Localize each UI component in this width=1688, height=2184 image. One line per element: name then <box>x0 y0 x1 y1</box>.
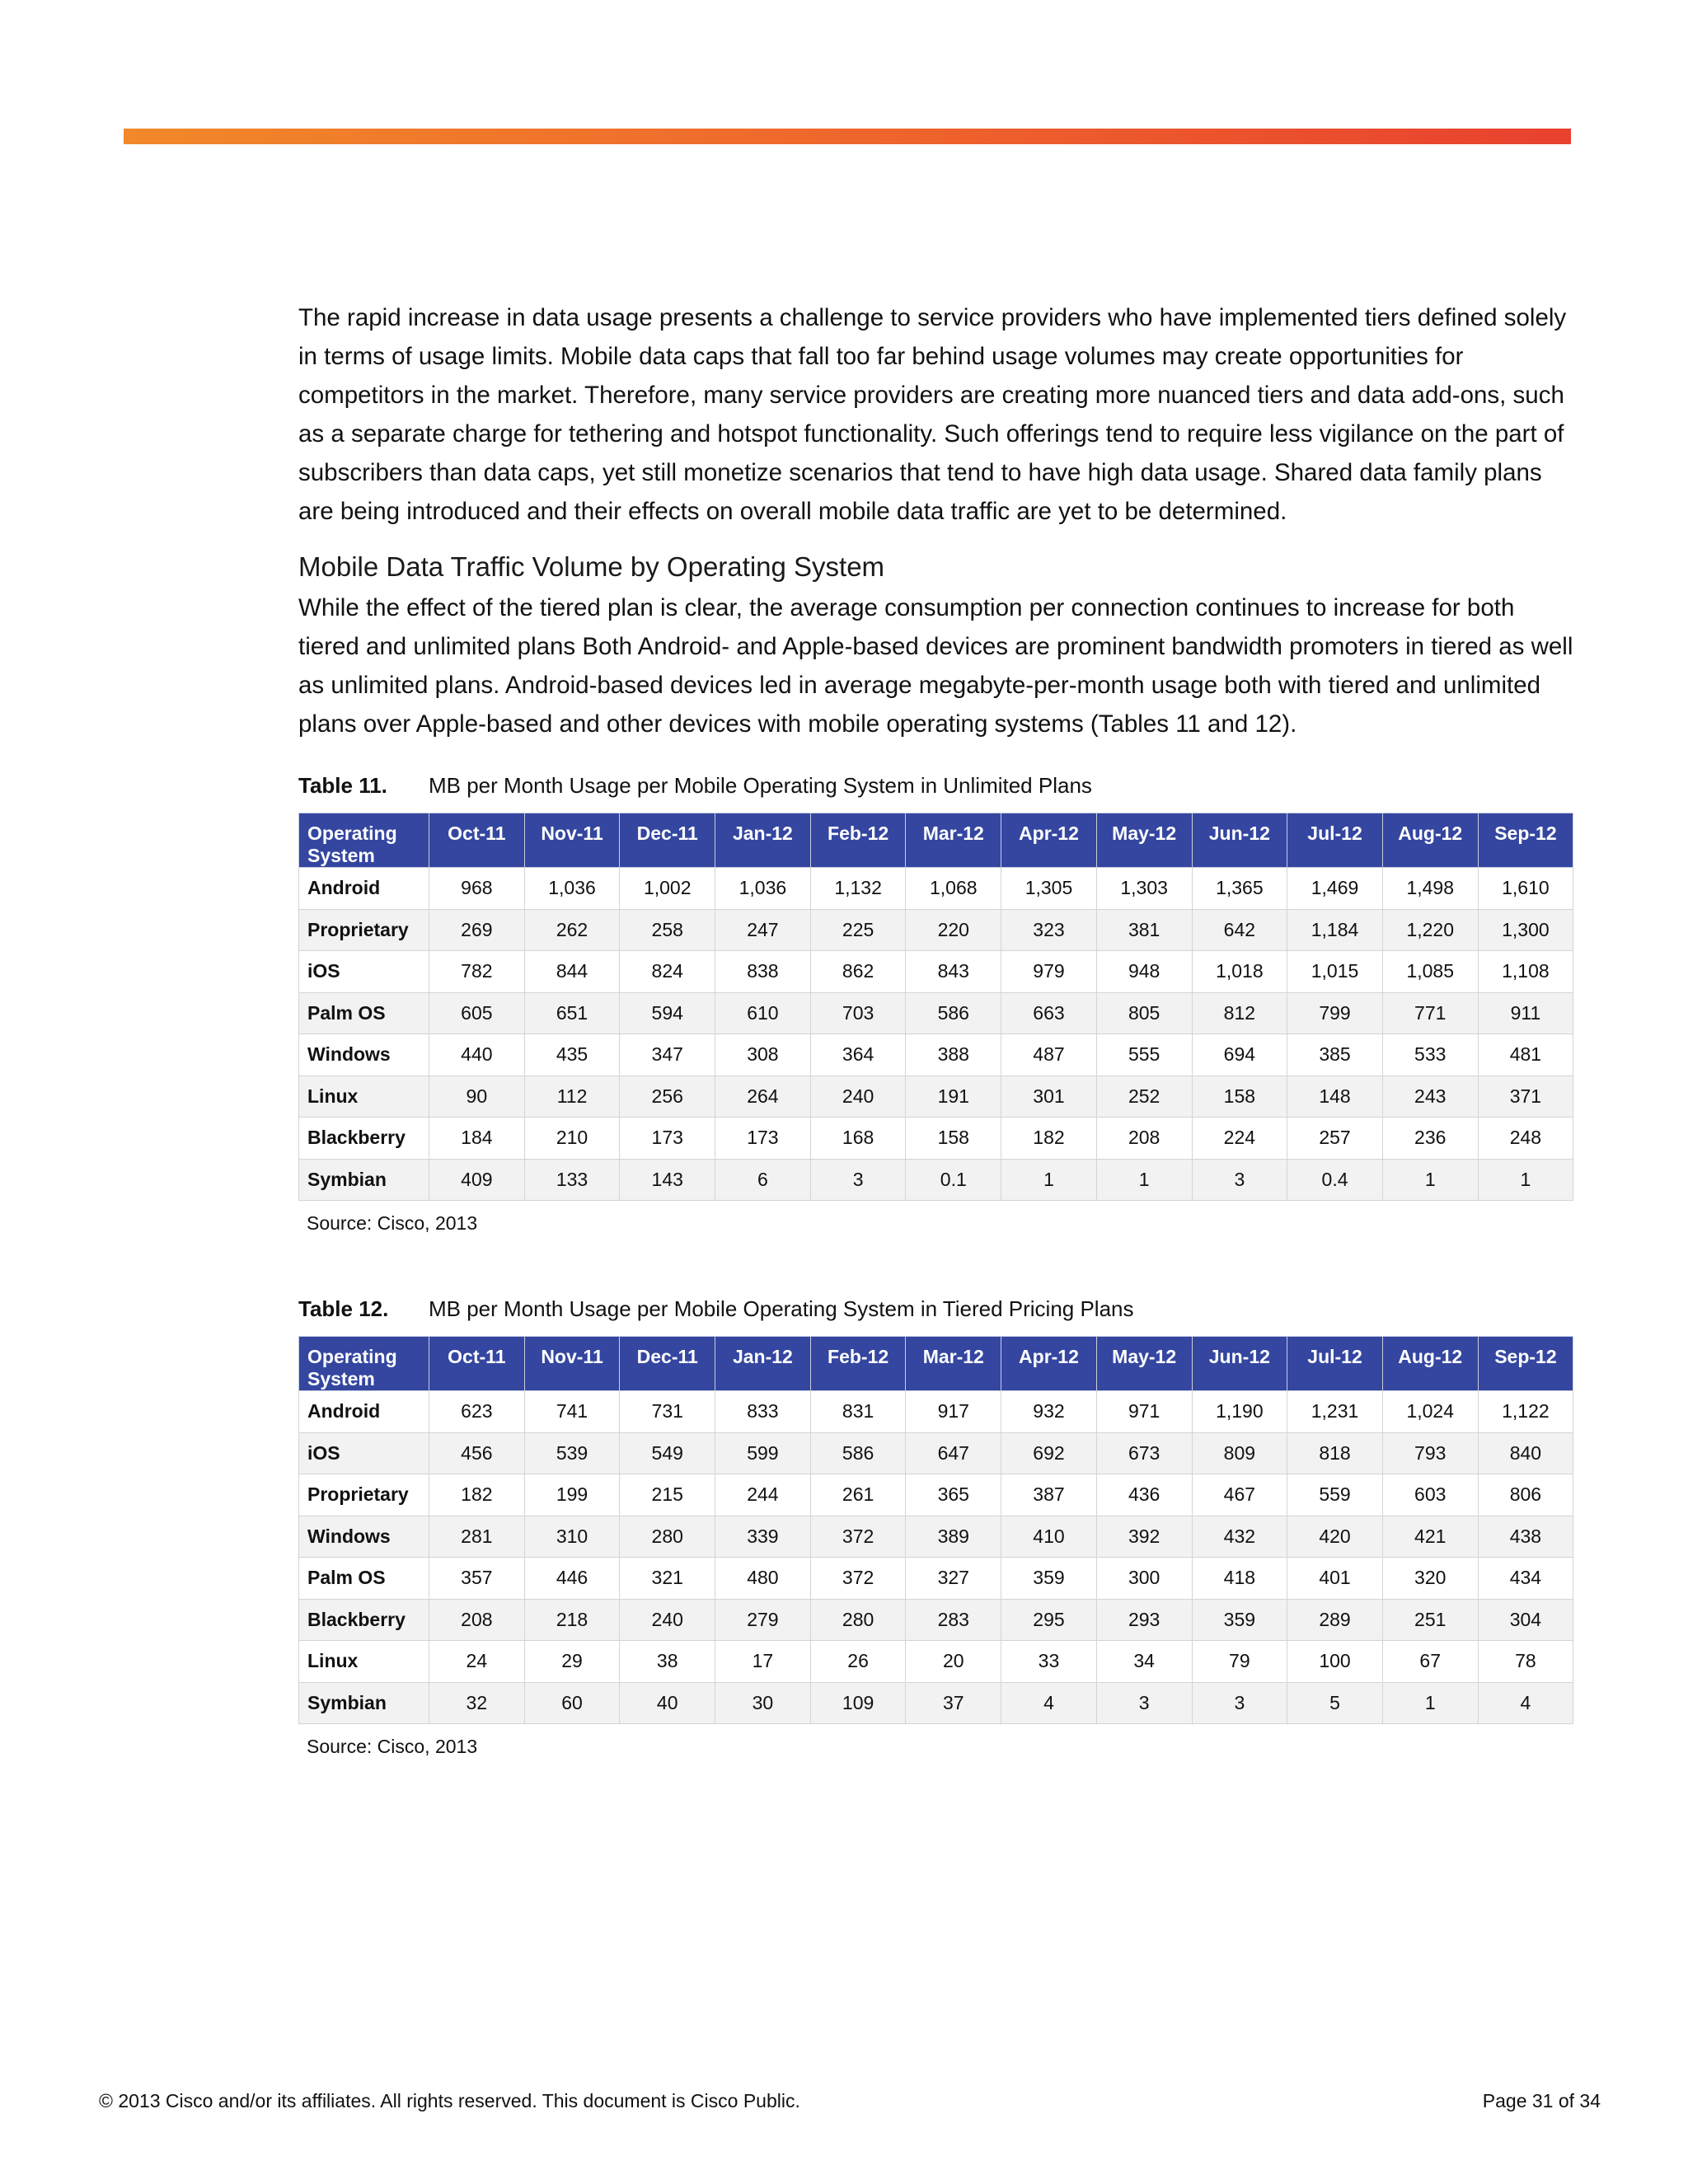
table-cell-value: 771 <box>1382 992 1478 1034</box>
table-cell-value: 741 <box>524 1391 620 1433</box>
table-cell-value: 1,132 <box>810 868 906 910</box>
table-cell-value: 603 <box>1382 1474 1478 1516</box>
table-cell-value: 1,122 <box>1478 1391 1573 1433</box>
column-header-month: Apr-12 <box>1001 813 1097 868</box>
row-label-operating-system: Linux <box>299 1641 429 1683</box>
table-cell-value: 3 <box>1192 1159 1287 1201</box>
table-cell-value: 843 <box>906 951 1001 993</box>
column-header-month: Apr-12 <box>1001 1337 1097 1391</box>
table-12-header <box>299 1337 1573 1391</box>
table-cell-value: 0.4 <box>1287 1159 1383 1201</box>
table-cell-value: 218 <box>524 1599 620 1641</box>
column-header-month: Aug-12 <box>1382 1337 1478 1391</box>
page-content <box>298 298 1574 1759</box>
table-cell-value: 158 <box>1192 1076 1287 1118</box>
table-cell-value: 1,108 <box>1478 951 1573 993</box>
table-cell-value: 158 <box>906 1118 1001 1160</box>
table-cell-value: 20 <box>906 1641 1001 1683</box>
column-header-month: Nov-11 <box>524 813 620 868</box>
table-11-title: MB per Month Usage per Mobile Operating System in Unlimited Plans <box>429 772 1092 798</box>
table-cell-value: 1,018 <box>1192 951 1287 993</box>
table-11-body <box>299 868 1573 1201</box>
table-cell-value: 262 <box>524 909 620 951</box>
table-cell-value: 605 <box>429 992 525 1034</box>
table-cell-value: 586 <box>906 992 1001 1034</box>
table-cell-value: 34 <box>1096 1641 1192 1683</box>
table-cell-value: 1,498 <box>1382 868 1478 910</box>
column-header-month: Oct-11 <box>429 1337 525 1391</box>
table-cell-value: 401 <box>1287 1558 1383 1600</box>
table-cell-value: 320 <box>1382 1558 1478 1600</box>
table-cell-value: 824 <box>620 951 715 993</box>
table-cell-value: 1,036 <box>524 868 620 910</box>
table-cell-value: 182 <box>1001 1118 1097 1160</box>
table-cell-value: 359 <box>1192 1599 1287 1641</box>
table-cell-value: 385 <box>1287 1034 1383 1076</box>
table-cell-value: 1,036 <box>715 868 811 910</box>
table-cell-value: 148 <box>1287 1076 1383 1118</box>
table-cell-value: 261 <box>810 1474 906 1516</box>
row-label-operating-system: Blackberry <box>299 1118 429 1160</box>
footer-page-number: Page 31 of 34 <box>1482 2090 1601 2111</box>
table-cell-value: 24 <box>429 1641 525 1683</box>
table-12-title: MB per Month Usage per Mobile Operating System in Tiered Pricing Plans <box>429 1296 1134 1321</box>
table-cell-value: 948 <box>1096 951 1192 993</box>
column-header-month: Mar-12 <box>906 813 1001 868</box>
table-cell-value: 173 <box>715 1118 811 1160</box>
table-row <box>299 1474 1573 1516</box>
column-header-month: Mar-12 <box>906 1337 1001 1391</box>
table-cell-value: 184 <box>429 1118 525 1160</box>
row-label-operating-system: Blackberry <box>299 1599 429 1641</box>
table-cell-value: 456 <box>429 1432 525 1474</box>
column-header-month: Feb-12 <box>810 1337 906 1391</box>
table-row <box>299 1432 1573 1474</box>
table-cell-value: 1,015 <box>1287 951 1383 993</box>
table-cell-value: 182 <box>429 1474 525 1516</box>
table-cell-value: 173 <box>620 1118 715 1160</box>
table-cell-value: 467 <box>1192 1474 1287 1516</box>
table-12-body <box>299 1391 1573 1724</box>
page-footer <box>99 2090 1601 2112</box>
table-cell-value: 799 <box>1287 992 1383 1034</box>
table-cell-value: 1,068 <box>906 868 1001 910</box>
table-row <box>299 1118 1573 1160</box>
table-cell-value: 409 <box>429 1159 525 1201</box>
table-cell-value: 487 <box>1001 1034 1097 1076</box>
table-cell-value: 610 <box>715 992 811 1034</box>
table-cell-value: 917 <box>906 1391 1001 1433</box>
table-cell-value: 1,231 <box>1287 1391 1383 1433</box>
table-cell-value: 440 <box>429 1034 525 1076</box>
table-row <box>299 1034 1573 1076</box>
table-row <box>299 1682 1573 1724</box>
table-cell-value: 244 <box>715 1474 811 1516</box>
table-cell-value: 968 <box>429 868 525 910</box>
column-header-month: Jun-12 <box>1192 813 1287 868</box>
table-row <box>299 1076 1573 1118</box>
table-cell-value: 168 <box>810 1118 906 1160</box>
table-cell-value: 387 <box>1001 1474 1097 1516</box>
table-cell-value: 280 <box>620 1516 715 1558</box>
table-cell-value: 436 <box>1096 1474 1192 1516</box>
table-cell-value: 1,184 <box>1287 909 1383 951</box>
table-cell-value: 1 <box>1096 1159 1192 1201</box>
row-label-operating-system: Windows <box>299 1516 429 1558</box>
header-accent-bar <box>124 129 1571 144</box>
table-cell-value: 1,220 <box>1382 909 1478 951</box>
table-cell-value: 862 <box>810 951 906 993</box>
table-cell-value: 642 <box>1192 909 1287 951</box>
column-header-month: Feb-12 <box>810 813 906 868</box>
table-cell-value: 389 <box>906 1516 1001 1558</box>
table-cell-value: 0.1 <box>906 1159 1001 1201</box>
column-header-month: Jan-12 <box>715 1337 811 1391</box>
table-cell-value: 304 <box>1478 1599 1573 1641</box>
table-cell-value: 300 <box>1096 1558 1192 1600</box>
row-label-operating-system: iOS <box>299 1432 429 1474</box>
table-cell-value: 432 <box>1192 1516 1287 1558</box>
table-cell-value: 323 <box>1001 909 1097 951</box>
table-cell-value: 979 <box>1001 951 1097 993</box>
table-cell-value: 33 <box>1001 1641 1097 1683</box>
table-cell-value: 806 <box>1478 1474 1573 1516</box>
table-12-number: Table 12. <box>298 1296 389 1321</box>
table-cell-value: 256 <box>620 1076 715 1118</box>
table-cell-value: 533 <box>1382 1034 1478 1076</box>
section-heading: Mobile Data Traffic Volume by Operating System <box>298 551 885 582</box>
table-cell-value: 225 <box>810 909 906 951</box>
row-label-operating-system: Linux <box>299 1076 429 1118</box>
table-row <box>299 1599 1573 1641</box>
table-row <box>299 868 1573 910</box>
table-cell-value: 420 <box>1287 1516 1383 1558</box>
table-cell-value: 79 <box>1192 1641 1287 1683</box>
table-cell-value: 388 <box>906 1034 1001 1076</box>
table-cell-value: 220 <box>906 909 1001 951</box>
row-label-operating-system: Symbian <box>299 1159 429 1201</box>
table-cell-value: 3 <box>1096 1682 1192 1724</box>
table-cell-value: 257 <box>1287 1118 1383 1160</box>
table-cell-value: 1,190 <box>1192 1391 1287 1433</box>
table-cell-value: 559 <box>1287 1474 1383 1516</box>
table-cell-value: 269 <box>429 909 525 951</box>
table-cell-value: 1 <box>1382 1159 1478 1201</box>
table-cell-value: 283 <box>906 1599 1001 1641</box>
table-cell-value: 264 <box>715 1076 811 1118</box>
column-header-month: Jun-12 <box>1192 1337 1287 1391</box>
table-cell-value: 731 <box>620 1391 715 1433</box>
table-cell-value: 29 <box>524 1641 620 1683</box>
table-cell-value: 310 <box>524 1516 620 1558</box>
table-11 <box>298 813 1573 1201</box>
table-cell-value: 199 <box>524 1474 620 1516</box>
column-header-month: Dec-11 <box>620 1337 715 1391</box>
table-row <box>299 1558 1573 1600</box>
table-cell-value: 673 <box>1096 1432 1192 1474</box>
column-header-month: May-12 <box>1096 1337 1192 1391</box>
table-cell-value: 932 <box>1001 1391 1097 1433</box>
row-label-operating-system: Windows <box>299 1034 429 1076</box>
table-cell-value: 372 <box>810 1558 906 1600</box>
footer-copyright: © 2013 Cisco and/or its affiliates. All rights reserved. This document is Cisco Public. <box>99 2090 800 2111</box>
table-cell-value: 357 <box>429 1558 525 1600</box>
table-cell-value: 327 <box>906 1558 1001 1600</box>
table-cell-value: 252 <box>1096 1076 1192 1118</box>
table-cell-value: 236 <box>1382 1118 1478 1160</box>
table-cell-value: 446 <box>524 1558 620 1600</box>
table-cell-value: 258 <box>620 909 715 951</box>
table-cell-value: 208 <box>1096 1118 1192 1160</box>
table-cell-value: 793 <box>1382 1432 1478 1474</box>
column-header-month: May-12 <box>1096 813 1192 868</box>
row-label-operating-system: Proprietary <box>299 909 429 951</box>
table-cell-value: 1,365 <box>1192 868 1287 910</box>
table-cell-value: 26 <box>810 1641 906 1683</box>
table-cell-value: 586 <box>810 1432 906 1474</box>
table-cell-value: 555 <box>1096 1034 1192 1076</box>
column-header-month: Nov-11 <box>524 1337 620 1391</box>
table-cell-value: 289 <box>1287 1599 1383 1641</box>
table-cell-value: 647 <box>906 1432 1001 1474</box>
row-label-operating-system: Palm OS <box>299 1558 429 1600</box>
table-cell-value: 224 <box>1192 1118 1287 1160</box>
table-cell-value: 392 <box>1096 1516 1192 1558</box>
table-cell-value: 694 <box>1192 1034 1287 1076</box>
table-cell-value: 833 <box>715 1391 811 1433</box>
table-cell-value: 240 <box>620 1599 715 1641</box>
table-cell-value: 381 <box>1096 909 1192 951</box>
table-cell-value: 703 <box>810 992 906 1034</box>
column-header-month: Jul-12 <box>1287 1337 1383 1391</box>
table-row <box>299 1516 1573 1558</box>
table-cell-value: 549 <box>620 1432 715 1474</box>
table-cell-value: 321 <box>620 1558 715 1600</box>
table-cell-value: 435 <box>524 1034 620 1076</box>
table-cell-value: 5 <box>1287 1682 1383 1724</box>
table-cell-value: 480 <box>715 1558 811 1600</box>
column-header-month: Jul-12 <box>1287 813 1383 868</box>
table-cell-value: 30 <box>715 1682 811 1724</box>
table-cell-value: 1,002 <box>620 868 715 910</box>
table-cell-value: 1,303 <box>1096 868 1192 910</box>
table-11-header <box>299 813 1573 868</box>
table-cell-value: 295 <box>1001 1599 1097 1641</box>
table-cell-value: 372 <box>810 1516 906 1558</box>
table-cell-value: 109 <box>810 1682 906 1724</box>
table-cell-value: 971 <box>1096 1391 1192 1433</box>
table-cell-value: 539 <box>524 1432 620 1474</box>
table-cell-value: 4 <box>1478 1682 1573 1724</box>
table-cell-value: 410 <box>1001 1516 1097 1558</box>
table-cell-value: 1,300 <box>1478 909 1573 951</box>
table-row <box>299 992 1573 1034</box>
column-header-operating-system: Operating System <box>299 813 429 868</box>
row-label-operating-system: iOS <box>299 951 429 993</box>
table-row <box>299 909 1573 951</box>
column-header-month: Jan-12 <box>715 813 811 868</box>
table-row <box>299 1391 1573 1433</box>
table-12-source: Source: Cisco, 2013 <box>307 1736 478 1757</box>
table-12 <box>298 1336 1573 1724</box>
table-cell-value: 805 <box>1096 992 1192 1034</box>
table-cell-value: 421 <box>1382 1516 1478 1558</box>
table-cell-value: 364 <box>810 1034 906 1076</box>
table-cell-value: 32 <box>429 1682 525 1724</box>
table-cell-value: 60 <box>524 1682 620 1724</box>
table-cell-value: 3 <box>810 1159 906 1201</box>
table-cell-value: 911 <box>1478 992 1573 1034</box>
table-cell-value: 812 <box>1192 992 1287 1034</box>
header-row <box>299 1337 1573 1391</box>
table-cell-value: 133 <box>524 1159 620 1201</box>
table-cell-value: 240 <box>810 1076 906 1118</box>
table-cell-value: 599 <box>715 1432 811 1474</box>
table-12-caption <box>298 1293 1574 1324</box>
table-cell-value: 1,024 <box>1382 1391 1478 1433</box>
table-cell-value: 40 <box>620 1682 715 1724</box>
table-cell-value: 4 <box>1001 1682 1097 1724</box>
table-cell-value: 191 <box>906 1076 1001 1118</box>
table-cell-value: 6 <box>715 1159 811 1201</box>
table-11-caption <box>298 770 1574 801</box>
table-cell-value: 112 <box>524 1076 620 1118</box>
body-paragraph-1: The rapid increase in data usage presents a challenge to service providers who have implemented tiers defined solely in terms of usage limits. Mobile data caps that fall too far behind usage volumes may create opportunities for competitors in the market. Therefore, many service providers are creating more nuanced tiers and data add-ons, such as a separate charge for tethering and hotspot functionality. Such offerings tend to require less vigilance on the part of subscribers than data caps, yet still monetize scenarios that tend to have high data usage. Shared data family plans are being introduced and their effects on overall mobile data traffic are yet to be determined. <box>298 304 1567 525</box>
table-cell-value: 17 <box>715 1641 811 1683</box>
table-cell-value: 248 <box>1478 1118 1573 1160</box>
row-label-operating-system: Palm OS <box>299 992 429 1034</box>
table-cell-value: 663 <box>1001 992 1097 1034</box>
table-cell-value: 365 <box>906 1474 1001 1516</box>
table-cell-value: 1,469 <box>1287 868 1383 910</box>
table-cell-value: 210 <box>524 1118 620 1160</box>
table-cell-value: 279 <box>715 1599 811 1641</box>
row-label-operating-system: Android <box>299 868 429 910</box>
table-cell-value: 481 <box>1478 1034 1573 1076</box>
table-row <box>299 1641 1573 1683</box>
table-cell-value: 1,610 <box>1478 868 1573 910</box>
table-cell-value: 359 <box>1001 1558 1097 1600</box>
table-cell-value: 208 <box>429 1599 525 1641</box>
table-cell-value: 371 <box>1478 1076 1573 1118</box>
table-11-number: Table 11. <box>298 772 387 798</box>
table-cell-value: 1,085 <box>1382 951 1478 993</box>
table-cell-value: 1 <box>1382 1682 1478 1724</box>
column-header-month: Sep-12 <box>1478 813 1573 868</box>
table-cell-value: 782 <box>429 951 525 993</box>
table-cell-value: 78 <box>1478 1641 1573 1683</box>
table-row <box>299 1159 1573 1201</box>
table-cell-value: 594 <box>620 992 715 1034</box>
table-cell-value: 1 <box>1001 1159 1097 1201</box>
column-header-month: Dec-11 <box>620 813 715 868</box>
column-header-month: Sep-12 <box>1478 1337 1573 1391</box>
table-cell-value: 844 <box>524 951 620 993</box>
table-cell-value: 809 <box>1192 1432 1287 1474</box>
table-cell-value: 37 <box>906 1682 1001 1724</box>
table-cell-value: 143 <box>620 1159 715 1201</box>
table-cell-value: 1 <box>1478 1159 1573 1201</box>
column-header-operating-system: Operating System <box>299 1337 429 1391</box>
table-cell-value: 339 <box>715 1516 811 1558</box>
body-paragraph-2: While the effect of the tiered plan is clear, the average consumption per connection continues to increase for both tiered and unlimited plans Both Android- and Apple-based devices are prominent bandwidth promoters in tiered as well as unlimited plans. Android-based devices led in average megabyte-per-month usage both with tiered and unlimited plans over Apple-based and other devices with mobile operating systems (Tables 11 and 12). <box>298 594 1573 738</box>
table-cell-value: 281 <box>429 1516 525 1558</box>
row-label-operating-system: Proprietary <box>299 1474 429 1516</box>
table-cell-value: 692 <box>1001 1432 1097 1474</box>
column-header-month: Oct-11 <box>429 813 525 868</box>
table-cell-value: 301 <box>1001 1076 1097 1118</box>
table-cell-value: 831 <box>810 1391 906 1433</box>
table-cell-value: 651 <box>524 992 620 1034</box>
column-header-month: Aug-12 <box>1382 813 1478 868</box>
row-label-operating-system: Symbian <box>299 1682 429 1724</box>
table-cell-value: 90 <box>429 1076 525 1118</box>
table-cell-value: 434 <box>1478 1558 1573 1600</box>
table-cell-value: 67 <box>1382 1641 1478 1683</box>
table-11-source: Source: Cisco, 2013 <box>307 1212 478 1234</box>
table-cell-value: 215 <box>620 1474 715 1516</box>
table-cell-value: 347 <box>620 1034 715 1076</box>
table-cell-value: 840 <box>1478 1432 1573 1474</box>
table-cell-value: 308 <box>715 1034 811 1076</box>
table-cell-value: 3 <box>1192 1682 1287 1724</box>
table-cell-value: 623 <box>429 1391 525 1433</box>
table-cell-value: 100 <box>1287 1641 1383 1683</box>
header-row <box>299 813 1573 868</box>
table-cell-value: 251 <box>1382 1599 1478 1641</box>
table-cell-value: 838 <box>715 951 811 993</box>
row-label-operating-system: Android <box>299 1391 429 1433</box>
table-cell-value: 38 <box>620 1641 715 1683</box>
table-cell-value: 418 <box>1192 1558 1287 1600</box>
table-cell-value: 280 <box>810 1599 906 1641</box>
table-cell-value: 438 <box>1478 1516 1573 1558</box>
table-cell-value: 1,305 <box>1001 868 1097 910</box>
table-row <box>299 951 1573 993</box>
table-cell-value: 818 <box>1287 1432 1383 1474</box>
table-cell-value: 247 <box>715 909 811 951</box>
table-cell-value: 293 <box>1096 1599 1192 1641</box>
table-cell-value: 243 <box>1382 1076 1478 1118</box>
